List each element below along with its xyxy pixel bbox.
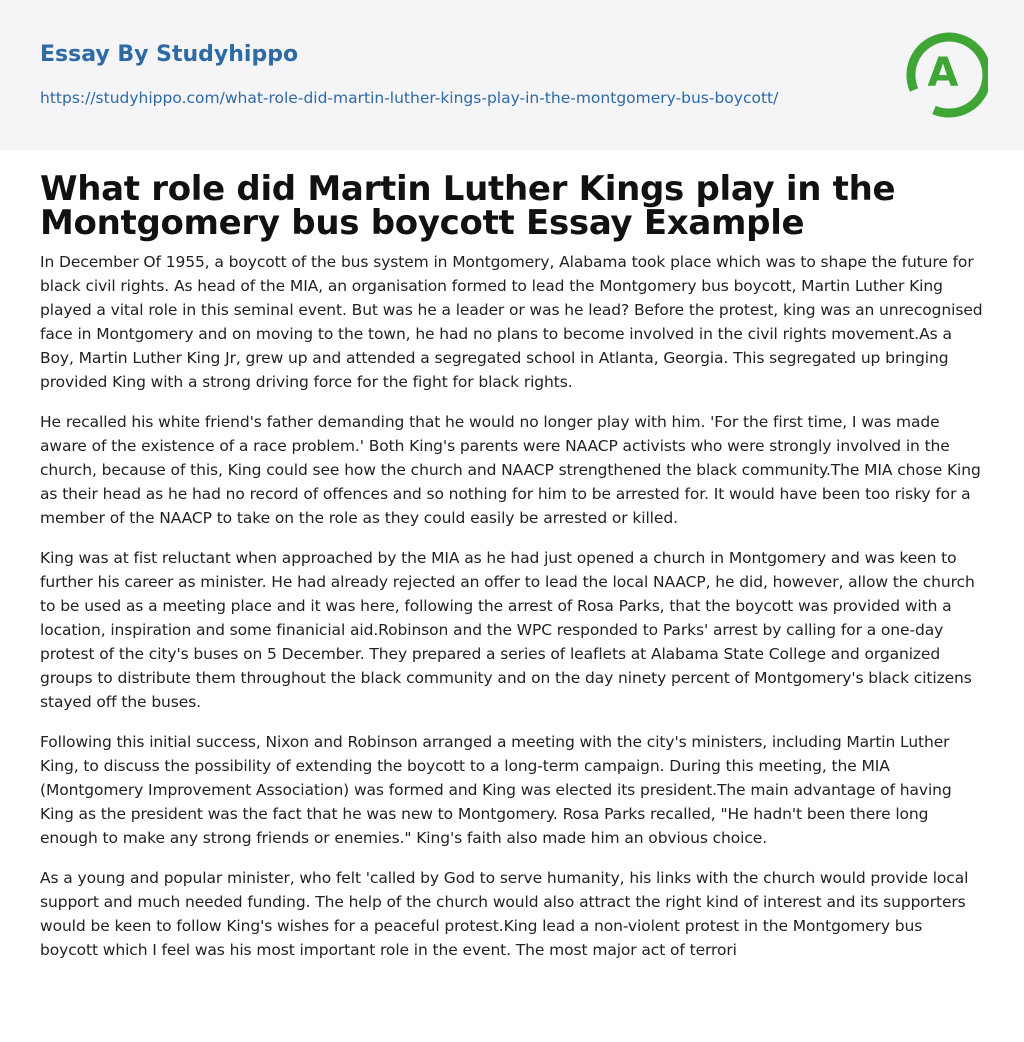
article (0, 150, 1024, 962)
page-header (0, 0, 1024, 150)
paragraph-5: As a young and popular minister, who felt 'called by God to serve humanity, his links with the church would provide local support and much needed funding. The help of the church would also attract the right kind of interest and its supporters would be keen to follow King's wishes for a peaceful protest.King lead a non-violent protest in the Montgomery bus boycott which I feel was his most important role in the event. The most major act of terrori (40, 869, 969, 959)
paragraph-3: King was at fist reluctant when approached by the MIA as he had just opened a church in Montgomery and was keen to further his career as minister. He had already rejected an offer to lead the local NAACP, he did, however, allow the church to be used as a meeting place and it was here, following the arrest of Rosa Parks, that the boycott was provided with a location, inspiration and some finanicial aid.Robinson and the WPC responded to Parks' arrest by calling for a one-day protest of the city's buses on 5 December. They prepared a series of leaflets at Alabama State College and organized groups to distribute them throughout the black community and on the day ninety percent of Montgomery's black citizens stayed off the buses. (40, 549, 975, 711)
paragraph-2: He recalled his white friend's father demanding that he would no longer play with him. 'For the first time, I was made aware of the existence of a race problem.' Both King's parents were NAACP activists who were strongly involved in the church, because of this, King could see how the church and NAACP strengthened the black community.The MIA chose King as their head as he had no record of offences and so nothing for him to be arrested for. It would have been too risky for a member of the NAACP to take on the role as they could easily be arrested or killed. (40, 413, 981, 527)
brand-title: Essay By Studyhippo (40, 42, 299, 67)
source-url-link[interactable]: https://studyhippo.com/what-role-did-martin-luther-kings-play-in-the-montgomery-bus-boycott/ (40, 89, 779, 107)
page-title: What role did Martin Luther Kings play in the Montgomery bus boycott Essay Example (40, 169, 896, 243)
studyhippo-logo-icon[interactable] (898, 28, 988, 118)
paragraph-4: Following this initial success, Nixon and Robinson arranged a meeting with the city's ministers, including Martin Luther King, to discuss the possibility of extending the boycott to a long-term campaign. During this meeting, the MIA (Montgomery Improvement Association) was formed and King was elected its president.The main advantage of having King as the president was the fact that he was new to Montgomery. Rosa Parks recalled, "He hadn't been there long enough to make any strong friends or enemies." King's faith also made him an obvious choice. (40, 733, 952, 847)
logo-letter: A (927, 50, 959, 96)
paragraph-1: In December Of 1955, a boycott of the bus system in Montgomery, Alabama took place which was to shape the future for black civil rights. As head of the MIA, an organisation formed to lead the Montgomery bus boycott, Martin Luther King played a vital role in this seminal event. But was he a leader or was he lead? Before the protest, king was an unrecognised face in Montgomery and on moving to the town, he had no plans to become involved in the civil rights movement.As a Boy, Martin Luther King Jr, grew up and attended a segregated school in Atlanta, Georgia. This segregated up bringing provided King with a strong driving force for the fight for black rights. (40, 253, 983, 391)
